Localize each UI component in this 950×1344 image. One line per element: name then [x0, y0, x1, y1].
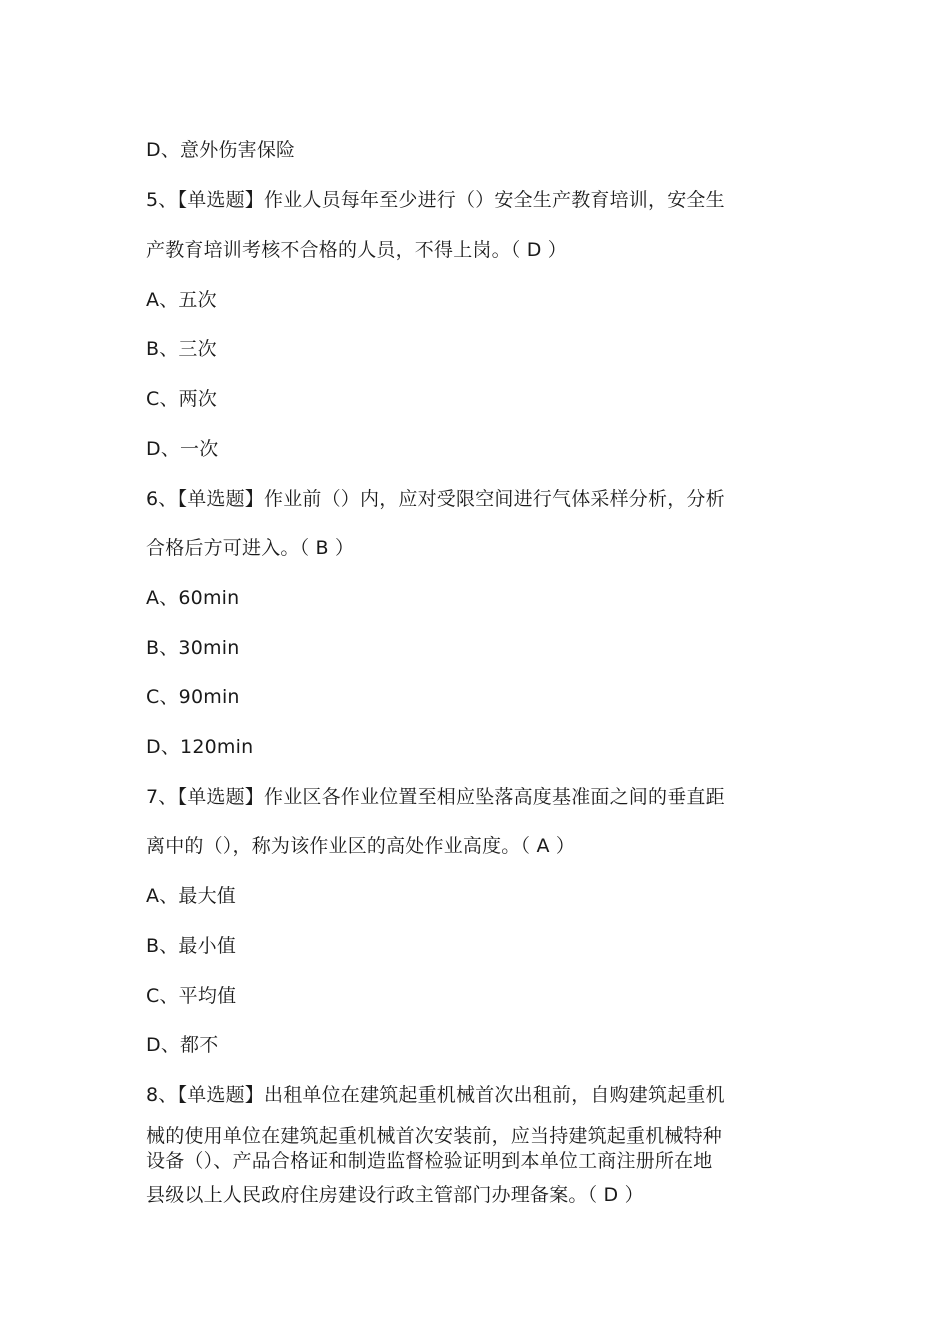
q8-stem-line-1: 8、【单选题】出租单位在建筑起重机械首次出租前，自购建筑起重机 [146, 1084, 725, 1106]
q7-option-d: D、都不 [146, 1034, 219, 1056]
q6-option-a: A、60min [146, 587, 240, 609]
q5-stem-line-2: 产教育培训考核不合格的人员，不得上岗。（ D ） [146, 239, 568, 261]
q6-option-d: D、120min [146, 736, 254, 758]
q6-option-b: B、30min [146, 637, 240, 659]
q7-option-a: A、最大值 [146, 885, 236, 907]
q4-option-d: D、意外伤害保险 [146, 139, 296, 161]
q5-option-b: B、三次 [146, 338, 217, 360]
q7-option-c: C、平均值 [146, 985, 237, 1007]
q5-option-c: C、两次 [146, 388, 218, 410]
q7-option-b: B、最小值 [146, 935, 237, 957]
q7-stem-line-1: 7、【单选题】作业区各作业位置至相应坠落高度基准面之间的垂直距 [146, 786, 725, 808]
q8-stem-line-4: 县级以上人民政府住房建设行政主管部门办理备案。（ D ） [146, 1184, 644, 1206]
q5-option-a: A、五次 [146, 289, 217, 311]
q6-option-c: C、90min [146, 686, 240, 708]
q6-stem-line-2: 合格后方可进入。（ B ） [146, 537, 355, 559]
q8-stem-line-3: 设备（）、产品合格证和制造监督检验证明到本单位工商注册所在地 [146, 1150, 713, 1172]
q7-stem-line-2: 离中的（），称为该作业区的高处作业高度。（ A ） [146, 835, 576, 857]
q8-stem-line-2: 械的使用单位在建筑起重机械首次安装前，应当持建筑起重机械特种 [146, 1125, 723, 1147]
q5-stem-line-1: 5、【单选题】作业人员每年至少进行（）安全生产教育培训，安全生 [146, 189, 725, 211]
q5-option-d: D、一次 [146, 438, 219, 460]
q6-stem-line-1: 6、【单选题】作业前（）内，应对受限空间进行气体采样分析，分析 [146, 488, 725, 510]
